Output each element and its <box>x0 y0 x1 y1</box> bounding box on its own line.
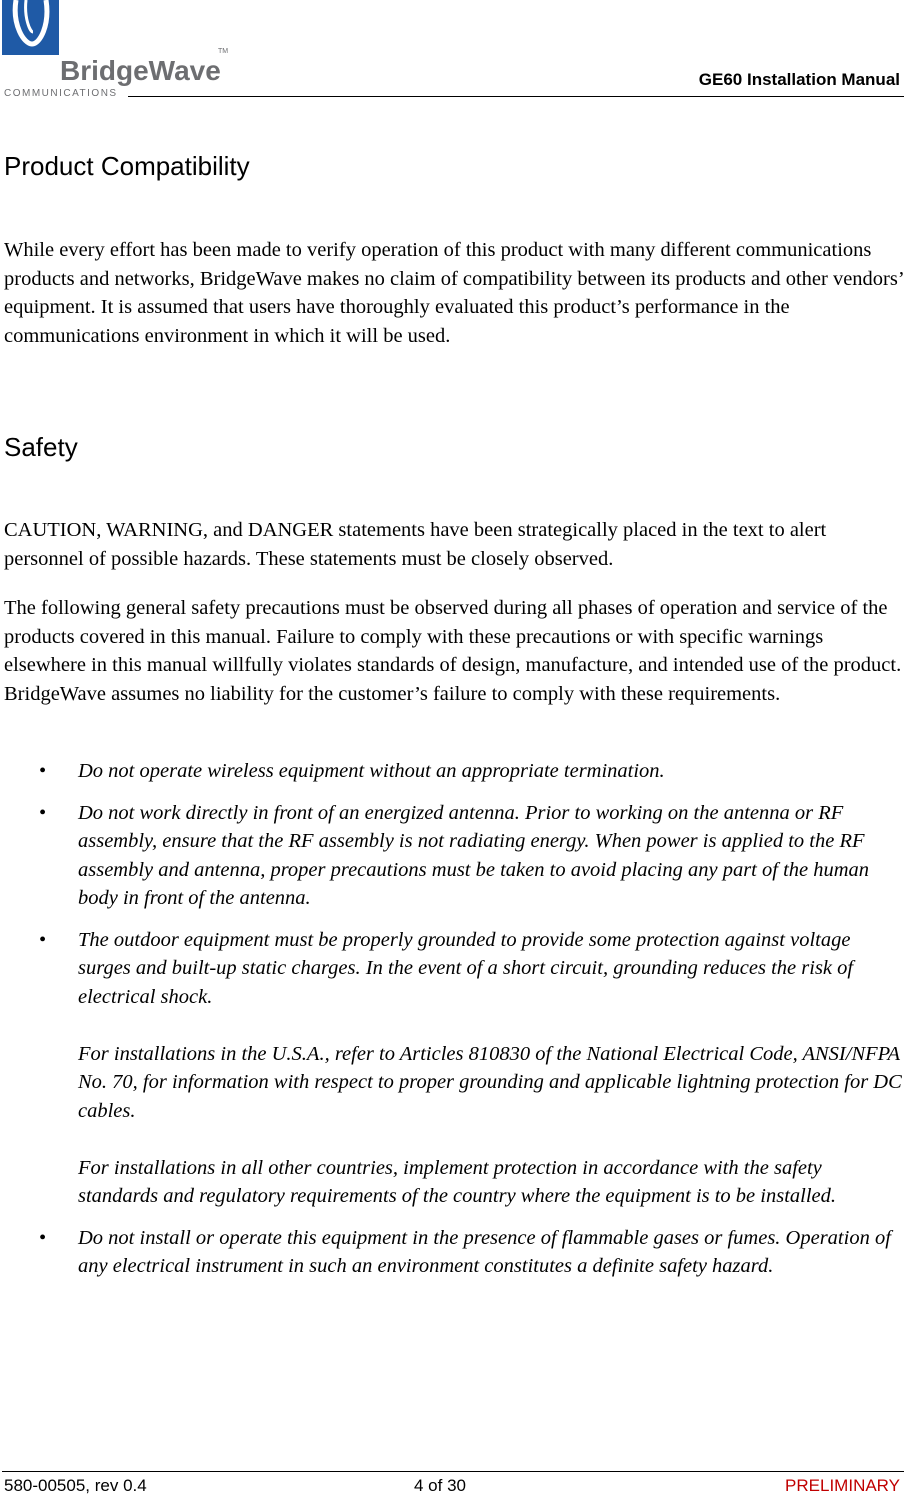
header-divider <box>128 96 904 97</box>
footer-page-number: 4 of 30 <box>414 1476 466 1495</box>
footer-doc-number: 580-00505, rev 0.4 <box>4 1476 147 1495</box>
list-item-subparagraph: For installations in all other countries, implement protection in accordance with the safety standards and regulatory requirements of the country where the equipment is to be installed. <box>78 1156 837 1207</box>
logo-brand: BridgeWave <box>60 55 221 86</box>
heading-product-compatibility: Product Compatibility <box>4 151 250 181</box>
compatibility-paragraph: While every effort has been made to verify operation of this product with many different communications products and networks, BridgeWave makes no claim of compatibility between its products and other vendors’ equipment. It is assumed that users have thoroughly evaluated this product’s performance in the communications environment in which it will be used. <box>4 239 904 347</box>
safety-precautions-list <box>4 757 904 1294</box>
footer-divider <box>2 1471 904 1472</box>
bullet-icon: • <box>39 760 47 782</box>
list-item <box>4 926 904 1211</box>
list-item-text: Do not operate wireless equipment without an appropriate termination. <box>78 760 665 782</box>
heading-safety: Safety <box>4 432 78 462</box>
list-item-text: The outdoor equipment must be properly grounded to provide some protection against voltage surges and built-up static charges. In the event of a short circuit, grounding reduces the risk of electrical shock. <box>78 928 854 1008</box>
safety-paragraph-1: CAUTION, WARNING, and DANGER statements have been strategically placed in the text to alert personnel of possible hazards. These statements must be closely observed. <box>4 519 827 570</box>
list-item-subparagraph: For installations in the U.S.A., refer to Articles 810830 of the National Electrical Code, ANSI/NFPA No. 70, for information with respect to proper grounding and applicable lightning protection for DC cables. <box>78 1042 902 1122</box>
logo-tm: TM <box>218 48 229 55</box>
bullet-icon: • <box>39 928 47 951</box>
list-item <box>4 1224 904 1281</box>
list-item <box>4 799 904 913</box>
footer-status: PRELIMINARY <box>785 1476 900 1495</box>
list-item <box>4 757 904 786</box>
bridgewave-logo <box>2 0 232 100</box>
bullet-icon: • <box>39 1226 47 1249</box>
bullet-icon: • <box>39 801 47 824</box>
document-title: GE60 Installation Manual <box>698 70 900 89</box>
list-item-text: Do not work directly in front of an energized antenna. Prior to working on the antenna or RF assembly, ensure that the RF assembly is not radiating energy. When power is applied to the RF assembly and antenna, proper precautions must be taken to avoid placing any part of the human body in front of the antenna. <box>78 801 870 909</box>
logo-tagline: COMMUNICATIONS <box>4 88 118 99</box>
list-item-text: Do not install or operate this equipment in the presence of flammable gases or fumes. Operation of any electrical instrument in such an environment constitutes a definite safety hazard. <box>78 1226 891 1277</box>
safety-paragraph-2: The following general safety precautions must be observed during all phases of operation and service of the products covered in this manual. Failure to comply with these precautions or with specific warnings elsewhere in this manual willfully violates standards of design, manufacture, and intended use of the product. BridgeWave assumes no liability for the customer’s failure to comply with these requirements. <box>4 597 902 705</box>
